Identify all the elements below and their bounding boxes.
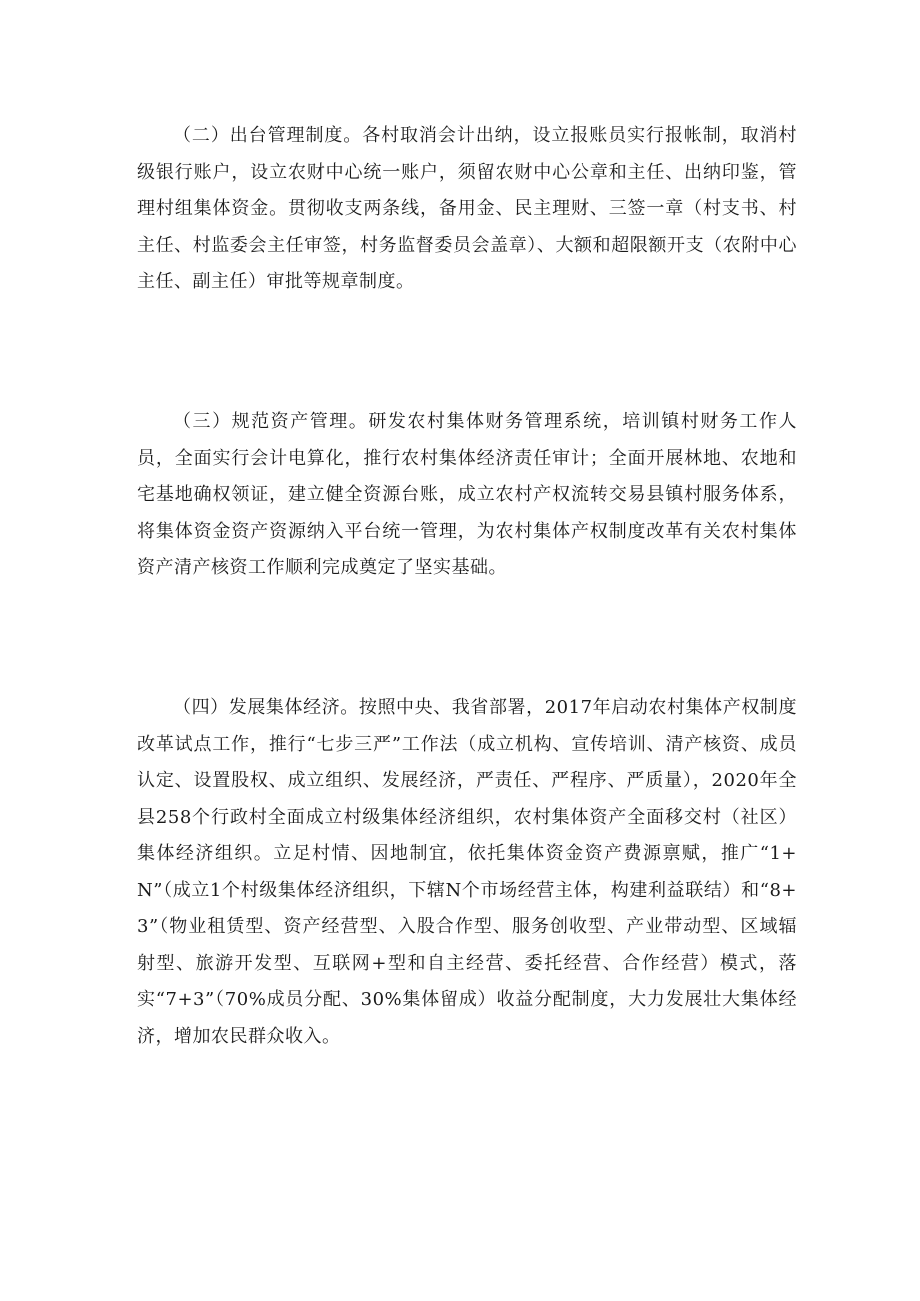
paragraph-section-4: （四）发展集体经济。按照中央、我省部署，2017年启动农村集体产权制度改革试点工作，推行“七步三严”工作法（成立机构、宣传培训、清产核资、成员认定、设置股权、成立组织、发展经济，严责任、严程序、严质量），2020年全县258个行政村全面成立村级集体经济组织，农村集体资产全面移交村（社区）集体经济组织。立足村情、因地制宜，依托集体资金资产费源禀赋，推广“1+N”（成立1个村级集体经济组织，下辖N个市场经营主体，构建利益联结）和“8+3”（物业租赁型、资产经营型、入股合作型、服务创收型、产业带动型、区域辐射型、旅游开发型、互联网+型和自主经营、委托经营、合作经营）模式，落实“7+3”（70%成员分配、30%集体留成）收益分配制度，大力发展壮大集体经济，增加农民群众收入。 — [137, 697, 797, 1047]
paragraph-section-2: （二）出台管理制度。各村取消会计出纳，设立报账员实行报帐制，取消村级银行账户，设立农财中心统一账户，须留农财中心公章和主任、出纳印鉴，管理村组集体资金。贯彻收支两条线，备用金、民主理财、三签一章（村支书、村主任、村监委会主任审签，村务监督委员会盖章）、大额和超限额开支（农附中心主任、副主任）审批等规章制度。 — [137, 125, 797, 292]
paragraph-section-3: （三）规范资产管理。研发农村集体财务管理系统，培训镇村财务工作人员，全面实行会计电算化，推行农村集体经济责任审计；全面开展林地、农地和宅基地确权领证，建立健全资源台账，成立农村产权流转交易县镇村服务体系，将集体资金资产资源纳入平台统一管理，为农村集体产权制度改革有关农村集体资产清产核资工作顺利完成奠定了坚实基础。 — [137, 411, 797, 578]
